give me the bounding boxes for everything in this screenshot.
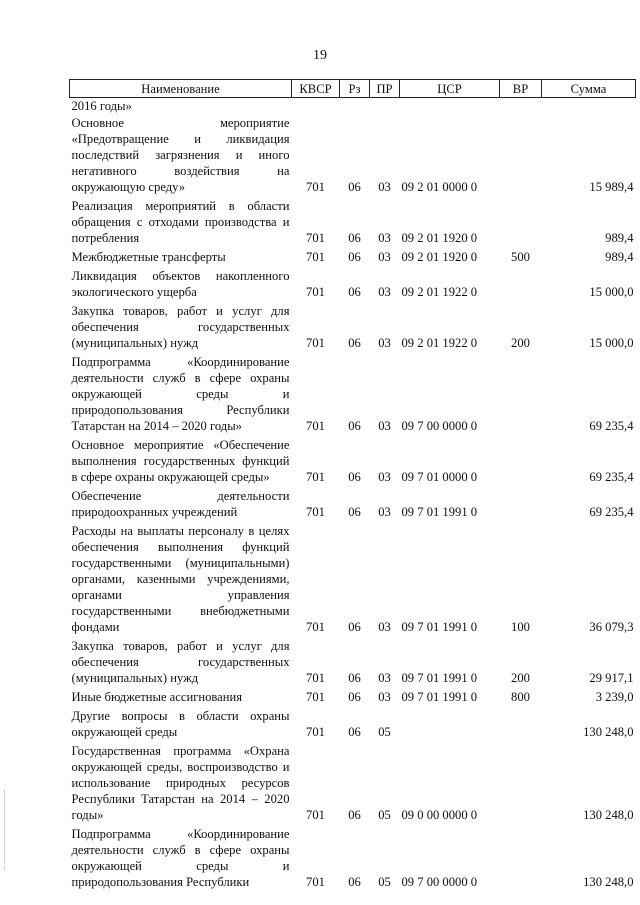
table-row xyxy=(70,248,636,267)
row-sum: 3 239,0 xyxy=(595,690,634,704)
row-kvsr: 701 xyxy=(306,808,325,822)
row-rz: 06 xyxy=(348,285,361,299)
row-pr: 03 xyxy=(378,231,391,245)
row-name: Другие вопросы в области охраны окружающей среды xyxy=(71,709,290,739)
row-sum: 69 235,4 xyxy=(589,470,634,484)
row-csr: 09 7 01 1991 0 xyxy=(401,620,478,634)
row-sum: 130 248,0 xyxy=(583,725,634,739)
row-pr: 03 xyxy=(378,690,391,704)
row-vr: 200 xyxy=(511,671,530,685)
row-sum: 29 917,1 xyxy=(589,671,634,685)
row-sum: 989,4 xyxy=(605,231,634,245)
row-sum: 15 000,0 xyxy=(589,336,634,350)
row-pr: 05 xyxy=(378,808,391,822)
row-rz: 06 xyxy=(348,336,361,350)
header-kvsr: КВСР xyxy=(292,80,340,98)
row-rz: 06 xyxy=(348,505,361,519)
row-pr: 05 xyxy=(378,725,391,739)
row-rz: 06 xyxy=(348,250,361,264)
header-rz: Рз xyxy=(340,80,370,98)
row-csr: 09 7 01 0000 0 xyxy=(401,470,478,484)
row-csr: 09 7 01 1991 0 xyxy=(401,671,478,685)
header-pr: ПР xyxy=(370,80,400,98)
row-csr: 09 7 01 1991 0 xyxy=(401,690,478,704)
row-kvsr: 701 xyxy=(306,620,325,634)
table-body xyxy=(70,98,636,893)
row-kvsr: 701 xyxy=(306,231,325,245)
margin-dots xyxy=(4,790,9,870)
row-name: Закупка товаров, работ и услуг для обеспечения государственных (муниципальных) нужд xyxy=(71,304,290,350)
table-row xyxy=(70,487,636,522)
row-sum: 69 235,4 xyxy=(589,505,634,519)
row-vr xyxy=(500,114,542,197)
page-number: 19 xyxy=(313,48,327,63)
row-name: Государственная программа «Охрана окружающей среды, воспроизводство и использование природных ресурсов Республики Татарстан на 2014 – 2020 годы» xyxy=(71,744,290,822)
table-row xyxy=(70,267,636,302)
row-rz: 06 xyxy=(348,231,361,245)
row-rz: 06 xyxy=(348,808,361,822)
continuation-text: 2016 годы» xyxy=(71,99,132,113)
row-vr xyxy=(500,742,542,825)
row-csr: 09 2 01 1920 0 xyxy=(401,231,478,245)
row-name: Ликвидация объектов накопленного экологического ущерба xyxy=(71,269,290,299)
row-rz: 06 xyxy=(348,620,361,634)
row-pr: 03 xyxy=(378,470,391,484)
row-vr xyxy=(500,825,542,892)
row-name: Подпрограмма «Координирование деятельности служб в сфере охраны окружающей среды и природопользования Республики Татарстан на 2014 – 2020 годы» xyxy=(71,355,290,433)
row-kvsr: 701 xyxy=(306,690,325,704)
row-sum: 130 248,0 xyxy=(583,875,634,889)
row-sum: 36 079,3 xyxy=(589,620,634,634)
row-vr xyxy=(500,487,542,522)
row-name: Расходы на выплаты персоналу в целях обеспечения выполнения функций государственными (муниципальными) органами, казенными учреждениями, органами управления государственными внебюджетными фондами xyxy=(71,524,290,634)
continuation-row xyxy=(70,98,636,115)
row-vr: 200 xyxy=(511,336,530,350)
row-kvsr: 701 xyxy=(306,470,325,484)
row-name: Обеспечение деятельности природоохранных учреждений xyxy=(71,489,290,519)
row-rz: 06 xyxy=(348,725,361,739)
row-rz: 06 xyxy=(348,419,361,433)
header-csr: ЦСР xyxy=(400,80,500,98)
table-header xyxy=(70,80,636,98)
table-row xyxy=(70,742,636,825)
table-row xyxy=(70,637,636,688)
row-name: Основное мероприятие «Обеспечение выполнения государственных функций в сфере охраны окружающей среды» xyxy=(71,438,290,484)
row-csr: 09 7 01 1991 0 xyxy=(401,505,478,519)
row-csr: 09 2 01 1922 0 xyxy=(401,285,478,299)
table-row xyxy=(70,436,636,487)
row-pr: 05 xyxy=(378,875,391,889)
row-vr xyxy=(500,707,542,742)
row-vr: 800 xyxy=(511,690,530,704)
row-kvsr: 701 xyxy=(306,250,325,264)
row-name: Реализация мероприятий в области обращения с отходами производства и потребления xyxy=(71,199,290,245)
row-pr: 03 xyxy=(378,336,391,350)
row-kvsr: 701 xyxy=(306,505,325,519)
row-rz: 06 xyxy=(348,875,361,889)
row-pr: 03 xyxy=(378,620,391,634)
row-name: Подпрограмма «Координирование деятельности служб в сфере охраны окружающей среды и природопользования Республики xyxy=(71,827,290,889)
row-sum: 15 000,0 xyxy=(589,285,634,299)
table-row xyxy=(70,197,636,248)
row-sum: 69 235,4 xyxy=(589,419,634,433)
row-kvsr: 701 xyxy=(306,180,325,194)
row-kvsr: 701 xyxy=(306,875,325,889)
row-pr: 03 xyxy=(378,419,391,433)
row-name: Межбюджетные трансферты xyxy=(71,250,226,264)
row-name: Основное мероприятие «Предотвращение и ликвидация последствий загрязнения и иного негативного воздействия на окружающую среду» xyxy=(71,116,290,194)
row-pr: 03 xyxy=(378,180,391,194)
row-kvsr: 701 xyxy=(306,725,325,739)
table-row xyxy=(70,353,636,436)
row-pr: 03 xyxy=(378,671,391,685)
row-vr: 100 xyxy=(511,620,530,634)
row-csr: 09 7 00 0000 0 xyxy=(401,875,478,889)
table-row xyxy=(70,114,636,197)
row-vr xyxy=(500,353,542,436)
row-vr xyxy=(500,197,542,248)
row-rz: 06 xyxy=(348,180,361,194)
table-row xyxy=(70,522,636,637)
row-sum: 130 248,0 xyxy=(583,808,634,822)
row-pr: 03 xyxy=(378,250,391,264)
row-csr: 09 2 01 1920 0 xyxy=(401,250,478,264)
row-kvsr: 701 xyxy=(306,336,325,350)
header-name: Наименование xyxy=(70,80,292,98)
table-row xyxy=(70,688,636,707)
row-kvsr: 701 xyxy=(306,671,325,685)
row-sum: 15 989,4 xyxy=(589,180,634,194)
row-name: Иные бюджетные ассигнования xyxy=(71,690,243,704)
budget-table xyxy=(69,79,636,892)
row-pr: 03 xyxy=(378,285,391,299)
row-csr: 09 0 00 0000 0 xyxy=(401,808,478,822)
row-csr: 09 7 00 0000 0 xyxy=(401,419,478,433)
table-row xyxy=(70,707,636,742)
row-vr xyxy=(500,267,542,302)
header-vr: ВР xyxy=(500,80,542,98)
row-rz: 06 xyxy=(348,470,361,484)
row-rz: 06 xyxy=(348,671,361,685)
row-kvsr: 701 xyxy=(306,419,325,433)
row-rz: 06 xyxy=(348,690,361,704)
row-name: Закупка товаров, работ и услуг для обеспечения государственных (муниципальных) нужд xyxy=(71,639,290,685)
row-csr: 09 2 01 1922 0 xyxy=(401,336,478,350)
row-vr: 500 xyxy=(511,250,530,264)
row-csr xyxy=(400,707,500,742)
row-sum: 989,4 xyxy=(605,250,634,264)
row-kvsr: 701 xyxy=(306,285,325,299)
table-row xyxy=(70,302,636,353)
row-csr: 09 2 01 0000 0 xyxy=(401,180,478,194)
table-row xyxy=(70,825,636,892)
row-pr: 03 xyxy=(378,505,391,519)
row-vr xyxy=(500,436,542,487)
header-sum: Сумма xyxy=(542,80,636,98)
